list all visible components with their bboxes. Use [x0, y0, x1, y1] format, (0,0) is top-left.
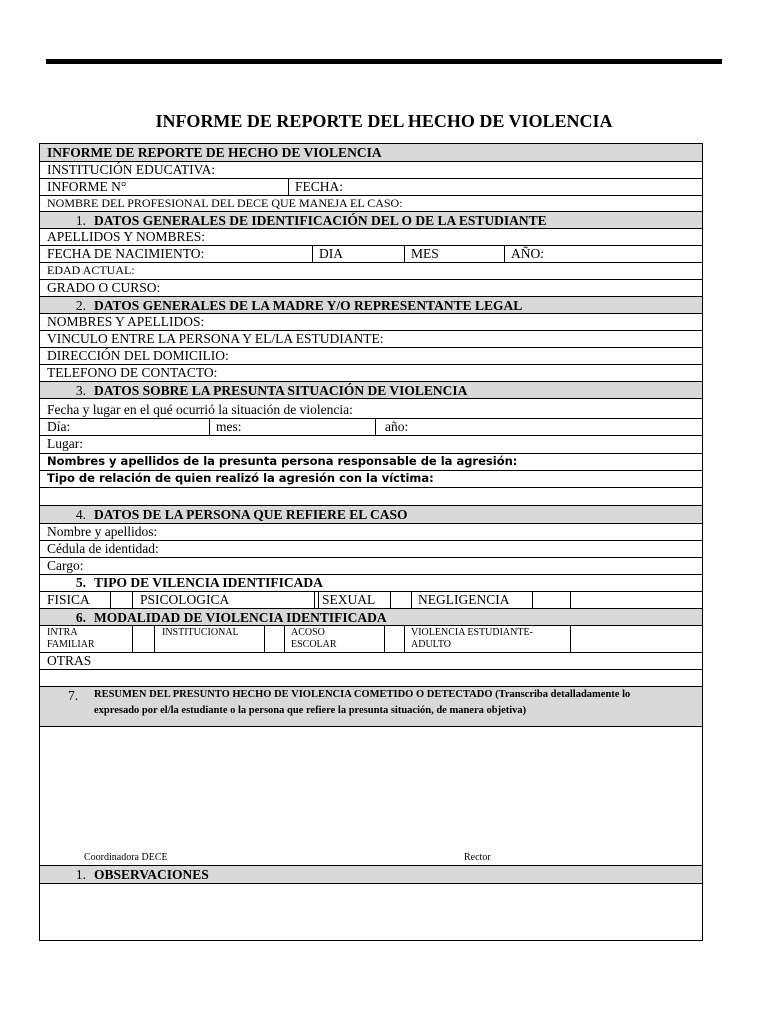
- grado-row[interactable]: [40, 280, 702, 297]
- intra-familiar-checkbox[interactable]: [132, 626, 154, 652]
- section-1-title: DATOS GENERALES DE IDENTIFICACIÓN DEL O DE LA ESTUDIANTE: [94, 213, 547, 228]
- section-3-header: [40, 382, 702, 399]
- otras-row[interactable]: [40, 653, 702, 670]
- grado-label: GRADO O CURSO:: [47, 280, 161, 295]
- otras-label: OTRAS: [47, 653, 92, 668]
- mes-hecho-cell[interactable]: [209, 419, 375, 435]
- anio-hecho-cell[interactable]: [375, 419, 702, 435]
- institucional-checkbox[interactable]: [264, 626, 284, 652]
- direccion-row[interactable]: [40, 348, 702, 365]
- resumen-area[interactable]: [40, 727, 702, 866]
- lugar-label: Lugar:: [47, 436, 83, 451]
- relacion-blank-row[interactable]: [40, 488, 702, 506]
- section-6-number: 6.: [75, 610, 86, 625]
- section-6-title: MODALIDAD DE VIOLENCIA IDENTIFICADA: [94, 610, 387, 625]
- form-header-row: [40, 144, 702, 162]
- section-5-title: TIPO DE VILENCIA IDENTIFICADA: [94, 575, 323, 590]
- fecha-lugar-row: [40, 399, 702, 419]
- relacion-row[interactable]: [40, 471, 702, 488]
- section-7-title-line2: expresado por el/la estudiante o la persona que refiere la presunta situación, de manera objetiva): [94, 705, 527, 716]
- tipo-violencia-blank: [570, 592, 702, 608]
- responsable-row[interactable]: [40, 454, 702, 471]
- dia-cell[interactable]: [312, 246, 404, 262]
- responsable-label: Nombres y apellidos de la presunta persona responsable de la agresión:: [47, 454, 518, 468]
- section-1-number: 1.: [75, 213, 86, 228]
- fecha-lugar-label: Fecha y lugar en el qué ocurrió la situación de violencia:: [47, 402, 353, 417]
- informe-row: [40, 179, 702, 196]
- section-2-header: [40, 297, 702, 314]
- telefono-row[interactable]: [40, 365, 702, 382]
- apellidos-nombres-row[interactable]: [40, 229, 702, 246]
- cargo-row[interactable]: [40, 558, 702, 575]
- observaciones-title: OBSERVACIONES: [94, 867, 209, 882]
- sexual-cell: [318, 592, 390, 608]
- fisica-checkbox[interactable]: [110, 592, 132, 608]
- institucional-cell: [154, 626, 264, 652]
- apellidos-nombres-label: APELLIDOS Y NOMBRES:: [47, 229, 206, 244]
- sexual-label: SEXUAL: [322, 592, 376, 607]
- sexual-checkbox[interactable]: [390, 592, 411, 608]
- fisica-label: FISICA: [47, 592, 90, 607]
- profesional-label: NOMBRE DEL PROFESIONAL DEL DECE QUE MANEJA EL CASO:: [47, 196, 403, 210]
- lugar-row[interactable]: [40, 436, 702, 454]
- tipo-violencia-row: [40, 592, 702, 609]
- vinculo-row[interactable]: [40, 331, 702, 348]
- report-form: [39, 143, 703, 941]
- direccion-label: DIRECCIÓN DEL DOMICILIO:: [47, 348, 229, 363]
- section-2-number: 2.: [75, 298, 86, 313]
- anio-cell[interactable]: [504, 246, 702, 262]
- negligencia-cell: [411, 592, 532, 608]
- vinculo-label: VINCULO ENTRE LA PERSONA Y EL/LA ESTUDIANTE:: [47, 331, 384, 346]
- observaciones-number: 1.: [75, 867, 86, 882]
- observaciones-header: [40, 866, 702, 884]
- nombres-apellidos-row[interactable]: [40, 314, 702, 331]
- section-7-number: 7.: [68, 688, 79, 703]
- negligencia-label: NEGLIGENCIA: [418, 592, 510, 607]
- section-4-number: 4.: [75, 507, 86, 522]
- section-1-header: [40, 212, 702, 229]
- psicologica-label: PSICOLOGICA: [140, 592, 230, 607]
- dia-label: DIA: [319, 246, 343, 261]
- fecha-nacimiento-row: [40, 246, 702, 263]
- section-4-header: [40, 506, 702, 524]
- negligencia-checkbox[interactable]: [532, 592, 570, 608]
- edad-row[interactable]: [40, 263, 702, 280]
- cedula-row[interactable]: [40, 541, 702, 558]
- telefono-label: TELEFONO DE CONTACTO:: [47, 365, 218, 380]
- violencia-estudiante-checkbox[interactable]: [570, 626, 702, 652]
- dia-hecho-label: Día:: [47, 419, 71, 434]
- document-title: INFORME DE REPORTE DEL HECHO DE VIOLENCIA: [155, 111, 613, 131]
- acoso-escolar-checkbox[interactable]: [384, 626, 404, 652]
- fecha-label: FECHA:: [295, 179, 344, 194]
- section-5-header: [40, 575, 702, 592]
- mes-label: MES: [411, 246, 439, 261]
- mes-cell[interactable]: [404, 246, 504, 262]
- institucion-row[interactable]: [40, 162, 702, 179]
- section-7-header: [40, 687, 702, 727]
- fecha-nacimiento-label: FECHA DE NACIMIENTO:: [47, 246, 205, 261]
- edad-label: EDAD ACTUAL:: [47, 263, 135, 277]
- rector-signature-label: Rector: [464, 852, 491, 863]
- cargo-label: Cargo:: [47, 558, 84, 573]
- section-7-title-line1: RESUMEN DEL PRESUNTO HECHO DE VIOLENCIA COMETIDO O DETECTADO (Transcriba detalladamente lo: [94, 689, 631, 700]
- section-3-number: 3.: [75, 383, 86, 398]
- nombre-refiere-row[interactable]: [40, 524, 702, 541]
- section-5-number: 5.: [75, 575, 86, 590]
- fecha-hecho-row: [40, 419, 702, 436]
- institucional-label: INSTITUCIONAL: [162, 627, 239, 638]
- psicologica-cell: [132, 592, 314, 608]
- institucion-label: INSTITUCIÓN EDUCATIVA:: [47, 162, 216, 177]
- section-4-title: DATOS DE LA PERSONA QUE REFIERE EL CASO: [94, 507, 408, 522]
- violencia-estudiante-cell: [404, 626, 570, 652]
- form-header: INFORME DE REPORTE DE HECHO DE VIOLENCIA: [47, 145, 382, 160]
- otras-blank-row[interactable]: [40, 670, 702, 687]
- cedula-label: Cédula de identidad:: [47, 541, 159, 556]
- anio-hecho-label: año:: [385, 419, 409, 434]
- nombres-apellidos-label: NOMBRES Y APELLIDOS:: [47, 314, 205, 329]
- informe-number-label: INFORME N°: [47, 179, 127, 194]
- coordinadora-signature-label: Coordinadora DECE: [84, 852, 168, 863]
- anio-label: AÑO:: [511, 246, 544, 261]
- modalidad-row: [40, 626, 702, 653]
- mes-hecho-label: mes:: [216, 419, 242, 434]
- top-rule: [46, 59, 722, 64]
- observaciones-area[interactable]: [40, 884, 702, 940]
- profesional-row[interactable]: [40, 196, 702, 212]
- section-2-title: DATOS GENERALES DE LA MADRE Y/O REPRESENTANTE LEGAL: [94, 298, 523, 313]
- section-6-header: [40, 609, 702, 626]
- acoso-escolar-label: ACOSO ESCOLAR: [291, 627, 337, 650]
- section-3-title: DATOS SOBRE LA PRESUNTA SITUACIÓN DE VIOLENCIA: [94, 383, 468, 398]
- intra-familiar-label: INTRA FAMILIAR: [47, 627, 95, 650]
- relacion-label: Tipo de relación de quien realizó la agresión con la víctima:: [47, 471, 434, 485]
- nombre-refiere-label: Nombre y apellidos:: [47, 524, 158, 539]
- violencia-estudiante-label: VIOLENCIA ESTUDIANTE- ADULTO: [411, 627, 533, 650]
- fecha-cell[interactable]: [288, 179, 702, 195]
- acoso-escolar-cell: [284, 626, 384, 652]
